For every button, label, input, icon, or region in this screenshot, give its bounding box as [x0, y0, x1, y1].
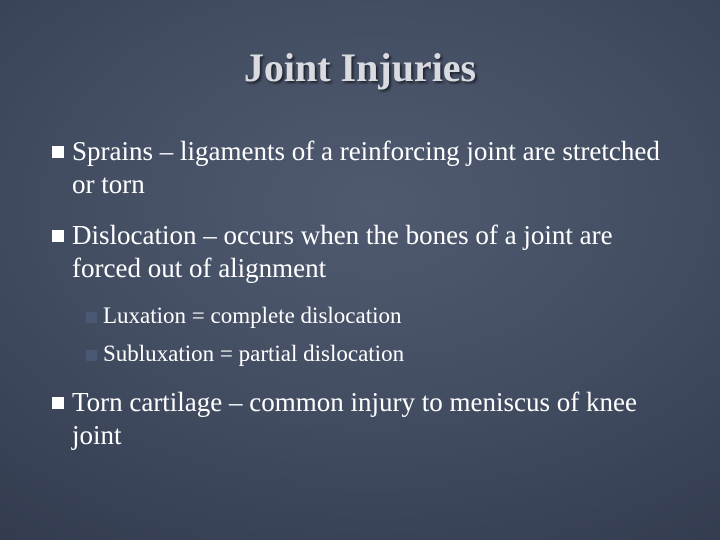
sub-bullet-item — [103, 340, 683, 368]
square-bullet-icon — [86, 312, 97, 323]
sub-bullet-text: Subluxation = partial dislocation — [103, 341, 405, 366]
bullet-item — [72, 386, 692, 452]
bullet-text: Torn cartilage – common injury to meniscus of knee joint — [72, 387, 637, 450]
bullet-item — [72, 135, 672, 201]
bullet-text: Sprains – ligaments of a reinforcing joint are stretched or torn — [72, 136, 660, 199]
sub-bullet-text: Luxation = complete dislocation — [103, 303, 402, 328]
square-bullet-icon — [52, 397, 64, 409]
square-bullet-icon — [52, 230, 64, 242]
slide-title: Joint Injuries — [243, 45, 477, 90]
square-bullet-icon — [86, 350, 97, 361]
sub-bullet-item — [103, 302, 683, 330]
bullet-text: Dislocation – occurs when the bones of a joint are forced out of alignment — [72, 220, 613, 283]
square-bullet-icon — [52, 146, 64, 158]
bullet-item — [72, 219, 672, 285]
